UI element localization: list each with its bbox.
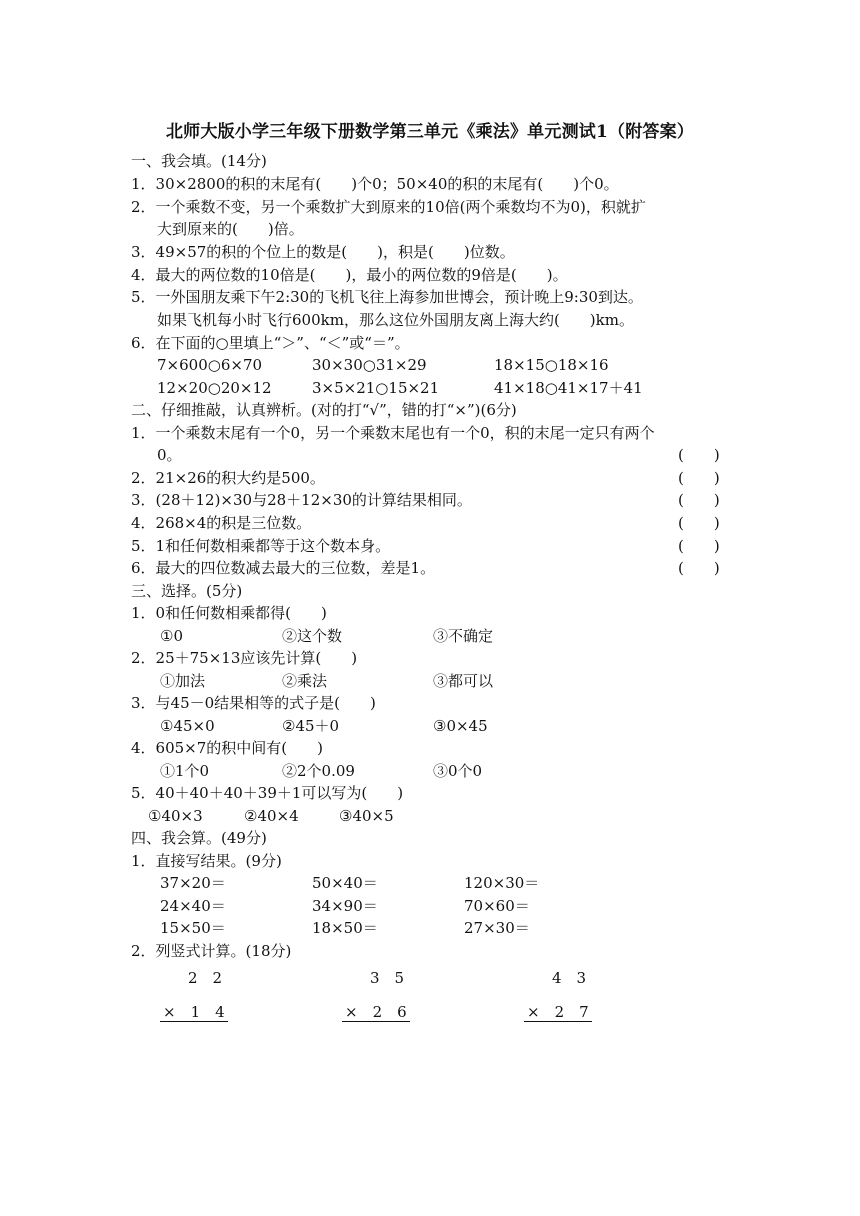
s2-question-4: 4．268×4的积是三位数。 [131, 514, 312, 532]
answer-parentheses[interactable]: ( ) [678, 559, 720, 577]
answer-parentheses[interactable]: ( ) [678, 537, 720, 555]
s2-question-6: 6．最大的四位数减去最大的三位数，差是1。 [131, 559, 436, 577]
s3-option[interactable]: ③不确定 [433, 627, 494, 645]
section-2-heading: 二、仔细推敲，认真辨析。(对的打“√”，错的打“×”)(6分) [131, 401, 517, 419]
s1-question-3: 3．49×57的积的个位上的数是( )，积是( )位数。 [131, 243, 515, 261]
s1-question-2-line-2: 大到原来的( )倍。 [157, 220, 304, 238]
s1-q6-compare-item: 12×20○20×12 [157, 379, 272, 397]
s4-oral-calc-item: 50×40＝ [312, 874, 378, 892]
s4-oral-calc-item: 24×40＝ [160, 897, 226, 915]
vertical-calc-bottom: × 2 7 [527, 1003, 589, 1021]
s4-part-1: 1．直接写结果。(9分) [131, 852, 282, 870]
s2-question-1-line-2: 0。 [157, 446, 182, 464]
s4-part-2: 2．列竖式计算。(18分) [131, 942, 292, 960]
s1-question-5-line-1: 5．一外国朋友乘下午2:30的飞机飞往上海参加世博会，预计晚上9:30到达。 [131, 288, 643, 306]
s1-question-1: 1．30×2800的积的末尾有( )个0；50×40的积的末尾有( )个0。 [131, 175, 619, 193]
s3-option[interactable]: ②45＋0 [282, 717, 340, 735]
s3-option[interactable]: ③都可以 [433, 672, 494, 690]
s3-question-5: 5．40＋40＋40＋39＋1可以写为( ) [131, 784, 404, 802]
vertical-calc-line [524, 1021, 592, 1022]
vertical-calc-line [160, 1021, 228, 1022]
s4-oral-calc-item: 15×50＝ [160, 919, 226, 937]
s3-option[interactable]: ②这个数 [282, 627, 343, 645]
s1-q6-compare-item: 18×15○18×16 [494, 356, 609, 374]
s4-oral-calc-item: 34×90＝ [312, 897, 378, 915]
s3-question-1: 1．0和任何数相乘都得( ) [131, 604, 327, 622]
vertical-calc-top: 3 5 [370, 969, 405, 987]
s3-option[interactable]: ②40×4 [244, 807, 299, 825]
s1-question-4: 4．最大的两位数的10倍是( )，最小的两位数的9倍是( )。 [131, 266, 568, 284]
section-4-heading: 四、我会算。(49分) [131, 829, 267, 847]
s4-oral-calc-item: 18×50＝ [312, 919, 378, 937]
section-3-heading: 三、选择。(5分) [131, 582, 243, 600]
answer-parentheses[interactable]: ( ) [678, 491, 720, 509]
s4-oral-calc-item: 37×20＝ [160, 874, 226, 892]
s1-q6-compare-item: 3×5×21○15×21 [312, 379, 440, 397]
s3-question-3: 3．与45－0结果相等的式子是( ) [131, 694, 376, 712]
vertical-calc-bottom: × 1 4 [163, 1003, 225, 1021]
s1-question-2-line-1: 2．一个乘数不变，另一个乘数扩大到原来的10倍(两个乘数均不为0)，积就扩 [131, 198, 646, 216]
s3-option[interactable]: ①0 [160, 627, 183, 645]
answer-parentheses[interactable]: ( ) [678, 446, 720, 464]
s3-option[interactable]: ③0个0 [433, 762, 483, 780]
s3-option[interactable]: ③40×5 [339, 807, 394, 825]
s3-option[interactable]: ③0×45 [433, 717, 488, 735]
answer-parentheses[interactable]: ( ) [678, 469, 720, 487]
s2-question-1-line-1: 1．一个乘数末尾有一个0，另一个乘数末尾也有一个0，积的末尾一定只有两个 [131, 424, 655, 442]
s4-oral-calc-item: 70×60＝ [464, 897, 530, 915]
section-1-heading: 一、我会填。(14分) [131, 152, 267, 170]
vertical-calc-bottom: × 2 6 [345, 1003, 407, 1021]
s1-question-5-line-2: 如果飞机每小时飞行600km，那么这位外国朋友离上海大约( )km。 [157, 311, 634, 329]
s2-question-2: 2．21×26的积大约是500。 [131, 469, 325, 487]
s1-q6-compare-item: 7×600○6×70 [157, 356, 263, 374]
s4-oral-calc-item: 120×30＝ [464, 874, 540, 892]
s3-question-4: 4．605×7的积中间有( ) [131, 739, 323, 757]
s4-oral-calc-item: 27×30＝ [464, 919, 530, 937]
s3-option[interactable]: ①45×0 [160, 717, 215, 735]
s3-question-2: 2．25＋75×13应该先计算( ) [131, 649, 358, 667]
vertical-calc-line [342, 1021, 410, 1022]
answer-parentheses[interactable]: ( ) [678, 514, 720, 532]
s1-q6-compare-item: 41×18○41×17＋41 [494, 379, 643, 397]
s2-question-3: 3．(28＋12)×30与28＋12×30的计算结果相同。 [131, 491, 472, 509]
s3-option[interactable]: ②乘法 [282, 672, 328, 690]
s3-option[interactable]: ②2个0.09 [282, 762, 355, 780]
s3-option[interactable]: ①1个0 [160, 762, 210, 780]
s1-question-6: 6．在下面的○里填上“＞”、“＜”或“＝”。 [131, 334, 410, 352]
s2-question-5: 5．1和任何数相乘都等于这个数本身。 [131, 537, 391, 555]
vertical-calc-top: 4 3 [552, 969, 587, 987]
s1-q6-compare-item: 30×30○31×29 [312, 356, 427, 374]
s3-option[interactable]: ①40×3 [148, 807, 203, 825]
s3-option[interactable]: ①加法 [160, 672, 206, 690]
vertical-calc-top: 2 2 [188, 969, 223, 987]
page-title: 北师大版小学三年级下册数学第三单元《乘法》单元测试1（附答案） [165, 122, 695, 142]
